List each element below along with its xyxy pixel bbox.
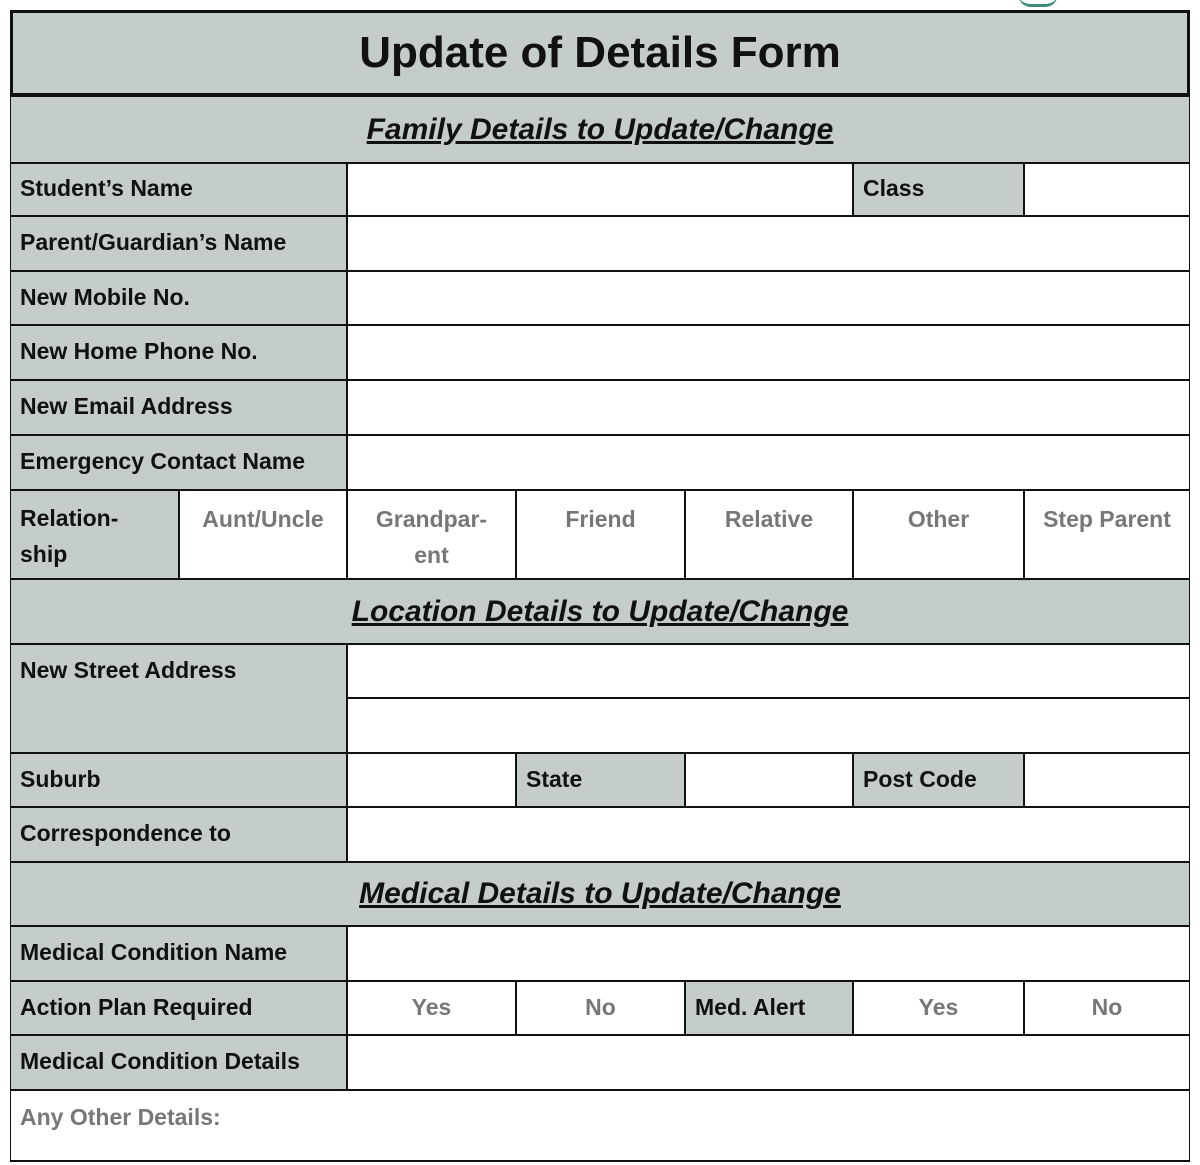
street-address-line1-field[interactable] (347, 644, 1190, 698)
class-label: Class (853, 163, 1024, 216)
medical-section-title: Medical Details to Update/Change (359, 877, 841, 910)
relationship-option-friend[interactable]: Friend (516, 490, 685, 579)
relationship-option-other[interactable]: Other (853, 490, 1024, 579)
parent-name-label: Parent/Guardian’s Name (10, 216, 347, 271)
medical-condition-details-field[interactable] (347, 1035, 1190, 1090)
family-section-title: Family Details to Update/Change (366, 112, 834, 146)
state-field[interactable] (685, 753, 853, 807)
medical-condition-name-label: Medical Condition Name (10, 926, 347, 981)
action-plan-yes-option[interactable]: Yes (347, 981, 516, 1035)
suburb-label: Suburb (10, 753, 347, 807)
home-phone-field[interactable] (347, 325, 1190, 380)
emergency-contact-label: Emergency Contact Name (10, 435, 347, 490)
street-address-label: New Street Address (10, 644, 347, 753)
parent-name-field[interactable] (347, 216, 1190, 271)
location-section-header (10, 579, 1190, 644)
email-field[interactable] (347, 380, 1190, 435)
relationship-label: Relation-ship (10, 490, 179, 579)
action-plan-no-option[interactable]: No (516, 981, 685, 1035)
correspondence-label: Correspondence to (10, 807, 347, 862)
student-name-label: Student’s Name (10, 163, 347, 216)
med-alert-label: Med. Alert (685, 981, 853, 1035)
relationship-option-aunt-uncle[interactable]: Aunt/Uncle (179, 490, 347, 579)
relationship-option-step-parent[interactable]: Step Parent (1024, 490, 1190, 579)
medical-section-header (10, 862, 1190, 926)
mobile-label: New Mobile No. (10, 271, 347, 325)
email-label: New Email Address (10, 380, 347, 435)
medical-condition-name-field[interactable] (347, 926, 1190, 981)
street-address-line2-field[interactable] (347, 698, 1190, 753)
relationship-option-grandparent[interactable]: Grandpar-ent (347, 490, 516, 579)
student-name-field[interactable] (347, 163, 853, 216)
family-section-header (10, 96, 1190, 163)
logo-fragment-icon (1018, 0, 1058, 7)
med-alert-yes-option[interactable]: Yes (853, 981, 1024, 1035)
post-code-label: Post Code (853, 753, 1024, 807)
location-section-title: Location Details to Update/Change (351, 594, 849, 628)
emergency-contact-field[interactable] (347, 435, 1190, 490)
home-phone-label: New Home Phone No. (10, 325, 347, 380)
mobile-field[interactable] (347, 271, 1190, 325)
medical-condition-details-label: Medical Condition Details (10, 1035, 347, 1090)
med-alert-no-option[interactable]: No (1024, 981, 1190, 1035)
action-plan-label: Action Plan Required (10, 981, 347, 1035)
class-field[interactable] (1024, 163, 1190, 216)
form-title: Update of Details Form (359, 28, 841, 77)
relationship-option-relative[interactable]: Relative (685, 490, 853, 579)
correspondence-field[interactable] (347, 807, 1190, 862)
form-title-banner (10, 10, 1190, 96)
suburb-field[interactable] (347, 753, 516, 807)
state-label: State (516, 753, 685, 807)
post-code-field[interactable] (1024, 753, 1190, 807)
other-details-field[interactable]: Any Other Details: (10, 1090, 1190, 1162)
